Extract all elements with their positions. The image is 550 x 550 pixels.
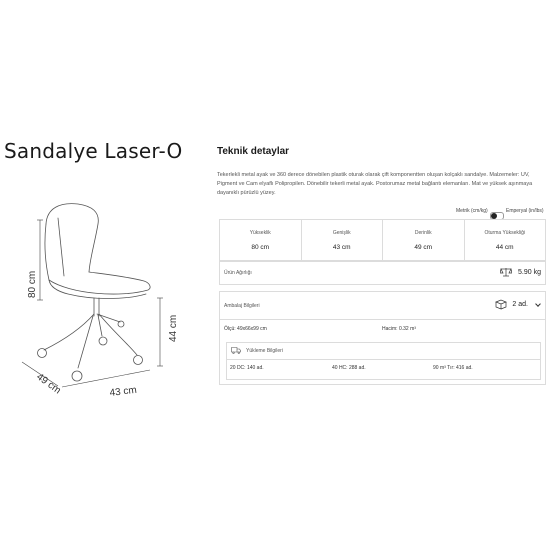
dimensions-table <box>219 219 546 261</box>
packaging-info-panel <box>219 291 546 385</box>
dimension-label: Yükseklik <box>249 230 271 236</box>
specs-description: Tekerlekli metal ayak ve 360 derece dönebilen plastik oturak olarak çift komponentten oluşan kolçaklı sandalye. Malzemeler: UV, Pigment ve Cam elyaflı Polipropilen. Dönebilir tekerli metal ayak. Postorumaz metal bağlantı elemanları. Mat ve yüksek aşınmaya dayanıklı pürüzlü yüzey. <box>217 172 533 196</box>
dimension-label: Derinlik <box>414 230 432 236</box>
imperial-unit-label[interactable]: Emperyal (in/lbs) <box>506 208 544 214</box>
dimension-value: 49 cm <box>414 244 433 251</box>
product-title: Sandalye Laser-O <box>4 139 183 163</box>
product-weight-value: 5.90 kg <box>518 268 541 276</box>
truck-icon <box>231 347 241 354</box>
chevron-down-icon[interactable] <box>535 301 541 307</box>
dimension-value: 44 cm <box>495 244 514 251</box>
dimension-cell-seat-height <box>465 220 546 260</box>
dimension-value: 80 cm <box>251 244 270 251</box>
dimension-cell-width <box>302 220 384 260</box>
dimension-label: Oturma Yüksekliği <box>484 230 525 236</box>
depth-dimension-label: 49 cm <box>34 371 63 397</box>
package-box-icon <box>495 299 507 310</box>
loading-info-label: Yükleme Bilgileri <box>246 348 283 354</box>
package-size: Ölçü: 49x66x99 cm <box>224 326 267 332</box>
dimension-cell-depth <box>383 220 465 260</box>
unit-toggle <box>0 206 545 216</box>
package-volume: Hacim: 0.32 m³ <box>382 326 416 332</box>
loading-item-truck: 90 m³ Tır: 416 ad. <box>433 365 473 371</box>
product-weight-label: Ürün Ağırlığı <box>224 270 252 276</box>
width-dimension-label: 43 cm <box>109 384 138 399</box>
specs-section-title: Teknik detaylar <box>217 146 290 157</box>
height-dimension-label: 80 cm <box>27 270 38 298</box>
package-count: 2 ad. <box>512 301 528 308</box>
metric-unit-label[interactable]: Metrik (cm/kg) <box>456 208 488 214</box>
dimension-label: Genişlik <box>332 230 351 236</box>
scale-icon <box>500 267 512 277</box>
loading-info-box <box>226 342 541 380</box>
loading-item-20dc: 20 DC: 140 ad. <box>230 365 264 371</box>
product-weight-row <box>219 261 546 285</box>
packaging-info-header[interactable] <box>220 292 545 320</box>
loading-info-header <box>227 343 540 360</box>
toggle-knob-icon <box>491 213 497 219</box>
chair-technical-drawing <box>0 190 200 410</box>
seat-height-dimension-label: 44 cm <box>168 314 179 342</box>
packaging-info-label: Ambalaj Bilgileri <box>224 303 260 309</box>
dimension-cell-height <box>220 220 302 260</box>
dimension-value: 43 cm <box>332 244 351 251</box>
loading-item-40hc: 40 HC: 288 ad. <box>332 365 366 371</box>
